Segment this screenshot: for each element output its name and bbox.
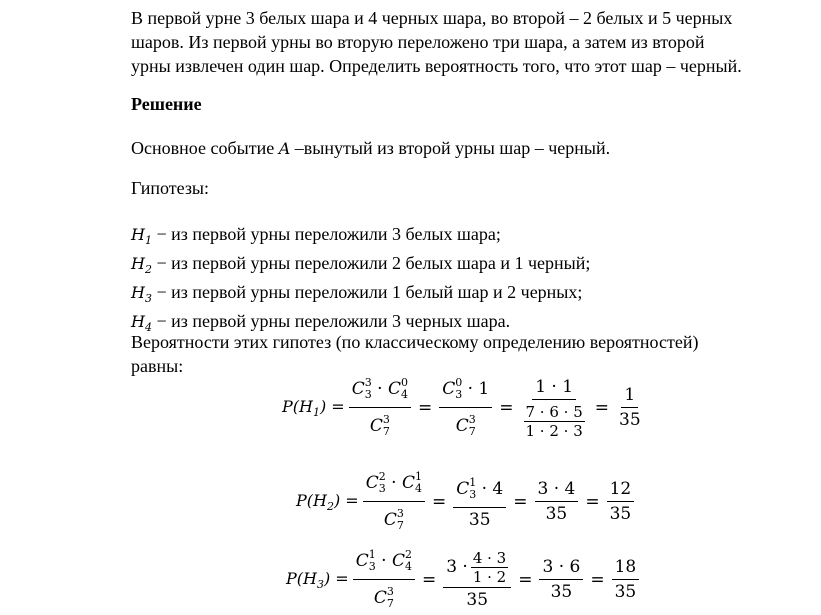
- fraction-step-2: $\frac{C^1_3 \cdot 4}{35}$: [453, 472, 506, 531]
- problem-line-1: В первой урне 3 белых шара и 4 черных шара, во второй – 2 белых и 5 черных: [131, 8, 733, 28]
- formula-p-h3: [286, 544, 643, 615]
- fraction-result: $\frac{12}{35}$: [607, 478, 635, 525]
- hypotheses-list: [131, 223, 590, 339]
- hypotheses-title: Гипотезы:: [131, 178, 210, 198]
- problem-line-3: урны извлечен один шар. Определить вероятность того, что этот шар – черный.: [131, 56, 742, 76]
- main-event: [131, 136, 610, 161]
- main-event-suffix: –вынутый из второй урны шар – черный.: [290, 138, 611, 158]
- hypothesis-text: − из первой урны переложили 1 белый шар и 2 черных;: [151, 282, 583, 302]
- hypothesis-text: − из первой урны переложили 2 белых шара и 1 черный;: [151, 253, 591, 273]
- hypothesis-index: 3: [144, 292, 152, 305]
- fraction-result: $\frac{1}{35}$: [619, 385, 641, 430]
- hypothesis-symbol: H: [131, 254, 145, 273]
- fraction-step-3: $\frac{1 \cdot 1}{\frac{7 \cdot 6 \cdot 5}{1 \cdot 2 \cdot 3}}$: [525, 376, 583, 440]
- equals-sign: =: [518, 569, 533, 590]
- hypothesis-item: [131, 281, 590, 310]
- hypothesis-symbol: H: [131, 225, 145, 244]
- formula-p-h1: [282, 372, 648, 443]
- fraction-combinations: $\frac{C^2_3 \cdot C^1_4}{C^3_7}$: [363, 466, 425, 537]
- hypothesis-text: − из первой урны переложили 3 белых шара;: [151, 224, 501, 244]
- hypothesis-symbol: H: [131, 283, 145, 302]
- formula-lhs: $P(H_1)$ =: [282, 396, 345, 419]
- equals-sign: =: [421, 569, 437, 590]
- hypothesis-item: [131, 223, 590, 252]
- fraction-combinations: $\frac{C^3_3 \cdot C^0_4}{C^3_7}$: [349, 372, 411, 443]
- main-event-prefix: Основное событие: [131, 138, 279, 158]
- formula-p-h2: [296, 466, 638, 537]
- event-symbol: A: [278, 139, 291, 158]
- equals-sign: =: [513, 491, 528, 512]
- equals-sign: =: [417, 397, 433, 418]
- fraction-combinations: $\frac{C^1_3 \cdot C^2_4}{C^3_7}$: [353, 544, 415, 615]
- equals-sign: =: [431, 491, 447, 512]
- fraction-step-3: $\frac{3 \cdot 4}{35}$: [535, 478, 579, 525]
- equals-sign: =: [594, 397, 609, 418]
- fraction-step-2: $\frac{C^0_3 \cdot 1}{C^3_7}$: [439, 372, 492, 443]
- probability-intro-line-1: Вероятности этих гипотез (по классическому определению вероятностей): [131, 332, 699, 352]
- equals-sign: =: [590, 569, 605, 590]
- probability-intro-line-2: равны:: [131, 356, 184, 376]
- fraction-step-2: 3 · $\frac{4 \cdot 3}{1 \cdot 2}$ 35: [443, 549, 511, 611]
- fraction-step-3: $\frac{3 \cdot 6}{35}$: [539, 556, 583, 603]
- formula-lhs: $P(H_3)$ =: [286, 568, 349, 591]
- equals-sign: =: [585, 491, 600, 512]
- hypothesis-index: 4: [144, 321, 152, 334]
- equals-sign: =: [499, 397, 514, 418]
- formula-lhs: $P(H_2)$ =: [296, 490, 359, 513]
- hypothesis-index: 1: [144, 234, 152, 247]
- solution-heading: Решение: [131, 94, 202, 114]
- problem-line-2: шаров. Из первой урны во вторую переложено три шара, а затем из второй: [131, 32, 705, 52]
- hypothesis-item: [131, 252, 590, 281]
- problem-statement: [131, 6, 755, 78]
- hypothesis-symbol: H: [131, 312, 145, 331]
- hypothesis-index: 2: [144, 263, 152, 276]
- probability-intro: [131, 330, 755, 378]
- fraction-result: $\frac{18}{35}$: [612, 556, 640, 603]
- hypothesis-text: − из первой урны переложили 3 черных шара.: [151, 311, 511, 331]
